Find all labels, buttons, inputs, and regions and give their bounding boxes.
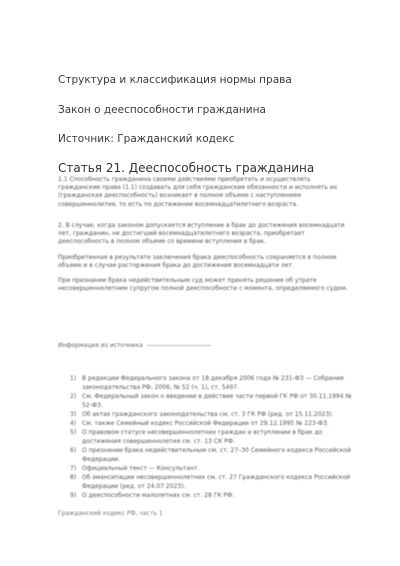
reference-text: См. Федеральный закон о введении в действие части первой ГК РФ от 30.11.1994 № 52-ФЗ. [82, 393, 352, 409]
reference-text: Официальный текст — Консультант. [82, 465, 200, 472]
reference-text: О признании брака недействительным см. ст. 27–30 Семейного кодекса Российской Федерации. [82, 447, 351, 463]
reference-item: 3) Об актах гражданского законодательства см. ст. 3 ГК РФ (ред. от 15.11.2023). [70, 411, 334, 418]
article-paragraph-3: Приобретенная в результате заключения брака дееспособность сохраняется в полном объеме и в случае расторжения брака до достижения восемнадцати лет. [58, 254, 337, 270]
references-heading-text: Информация из источника [58, 342, 143, 349]
reference-text: О правовом статусе несовершеннолетних граждан и вступлении в брак до достижения совершеннолетия см. ст. 13 СК РФ. [82, 429, 323, 445]
page-footer: Гражданский кодекс РФ, часть 1 [58, 510, 163, 517]
reference-item: 1) В редакции Федерального закона от 18 декабря 2006 года № 231-ФЗ — Собрание законодательства РФ, 2006, № 52 (ч. 1), ст. 5497. [70, 375, 344, 391]
reference-text: В редакции Федерального закона от 18 декабря 2006 года № 231-ФЗ — Собрание законодательства РФ, 2006, № 52 (ч. 1), ст. 5497. [82, 375, 344, 391]
reference-item: 6) О признании брака недействительным см. ст. 27–30 Семейного кодекса Российской Федерации. [70, 447, 351, 463]
reference-text: О дееспособности малолетних см. ст. 28 ГК РФ. [82, 492, 235, 499]
heading-source: Источник: Гражданский кодекс [58, 133, 235, 145]
reference-item: 9) О дееспособности малолетних см. ст. 28 ГК РФ. [70, 492, 235, 499]
article-title: Статья 21. Дееспособность гражданина [58, 161, 315, 175]
article-paragraph-4: При признании брака недействительным суд может принять решение об утрате несовершеннолетним супругом полной дееспособности с момента, определяемого судом. [58, 277, 348, 293]
references-heading [58, 342, 211, 349]
reference-item: 7) Официальный текст — Консультант. [70, 465, 200, 472]
reference-text: Об актах гражданского законодательства см. ст. 3 ГК РФ (ред. от 15.11.2023). [82, 411, 334, 418]
references-list [70, 374, 360, 500]
heading-structure: Структура и классификация нормы права [58, 74, 292, 86]
reference-text: См. также Семейный кодекс Российской Федерации от 29.12.1995 № 223-ФЗ. [82, 420, 329, 427]
reference-item: 8) Об эмансипации несовершеннолетних см. ст. 27 Гражданского кодекса Российской Федерации (ред. от 24.07.2023). [70, 474, 351, 490]
reference-item: 2) См. Федеральный закон о введении в действие части первой ГК РФ от 30.11.1994 № 52-ФЗ. [70, 393, 352, 409]
reference-item: 4) См. также Семейный кодекс Российской Федерации от 29.12.1995 № 223-ФЗ. [70, 420, 329, 427]
reference-item: 5) О правовом статусе несовершеннолетних граждан и вступлении в брак до достижения совершеннолетия см. ст. 13 СК РФ. [70, 429, 323, 445]
reference-text: Об эмансипации несовершеннолетних см. ст. 27 Гражданского кодекса Российской Федерации (ред. от 24.07.2023). [82, 474, 351, 490]
references-rule [147, 345, 211, 346]
article-paragraph-2: 2. В случае, когда законом допускается вступление в брак до достижения восемнадцати лет, гражданин, не достигший восемнадцатилетнего возраста, приобретает дееспособность в полном объеме со времени вступления в брак. [58, 222, 345, 246]
article-paragraph-1: 1.1 Способность гражданина своими действиями приобретать и осуществлять гражданские права (1.1) создавать для себя гражданские обязанности и исполнять их (гражданская дееспособность) возникает в полном объеме с наступлением совершеннолетия, то есть по достижении восемнадцатилетнего возраста. [58, 176, 338, 208]
heading-law: Закон о дееспособности гражданина [58, 104, 266, 116]
